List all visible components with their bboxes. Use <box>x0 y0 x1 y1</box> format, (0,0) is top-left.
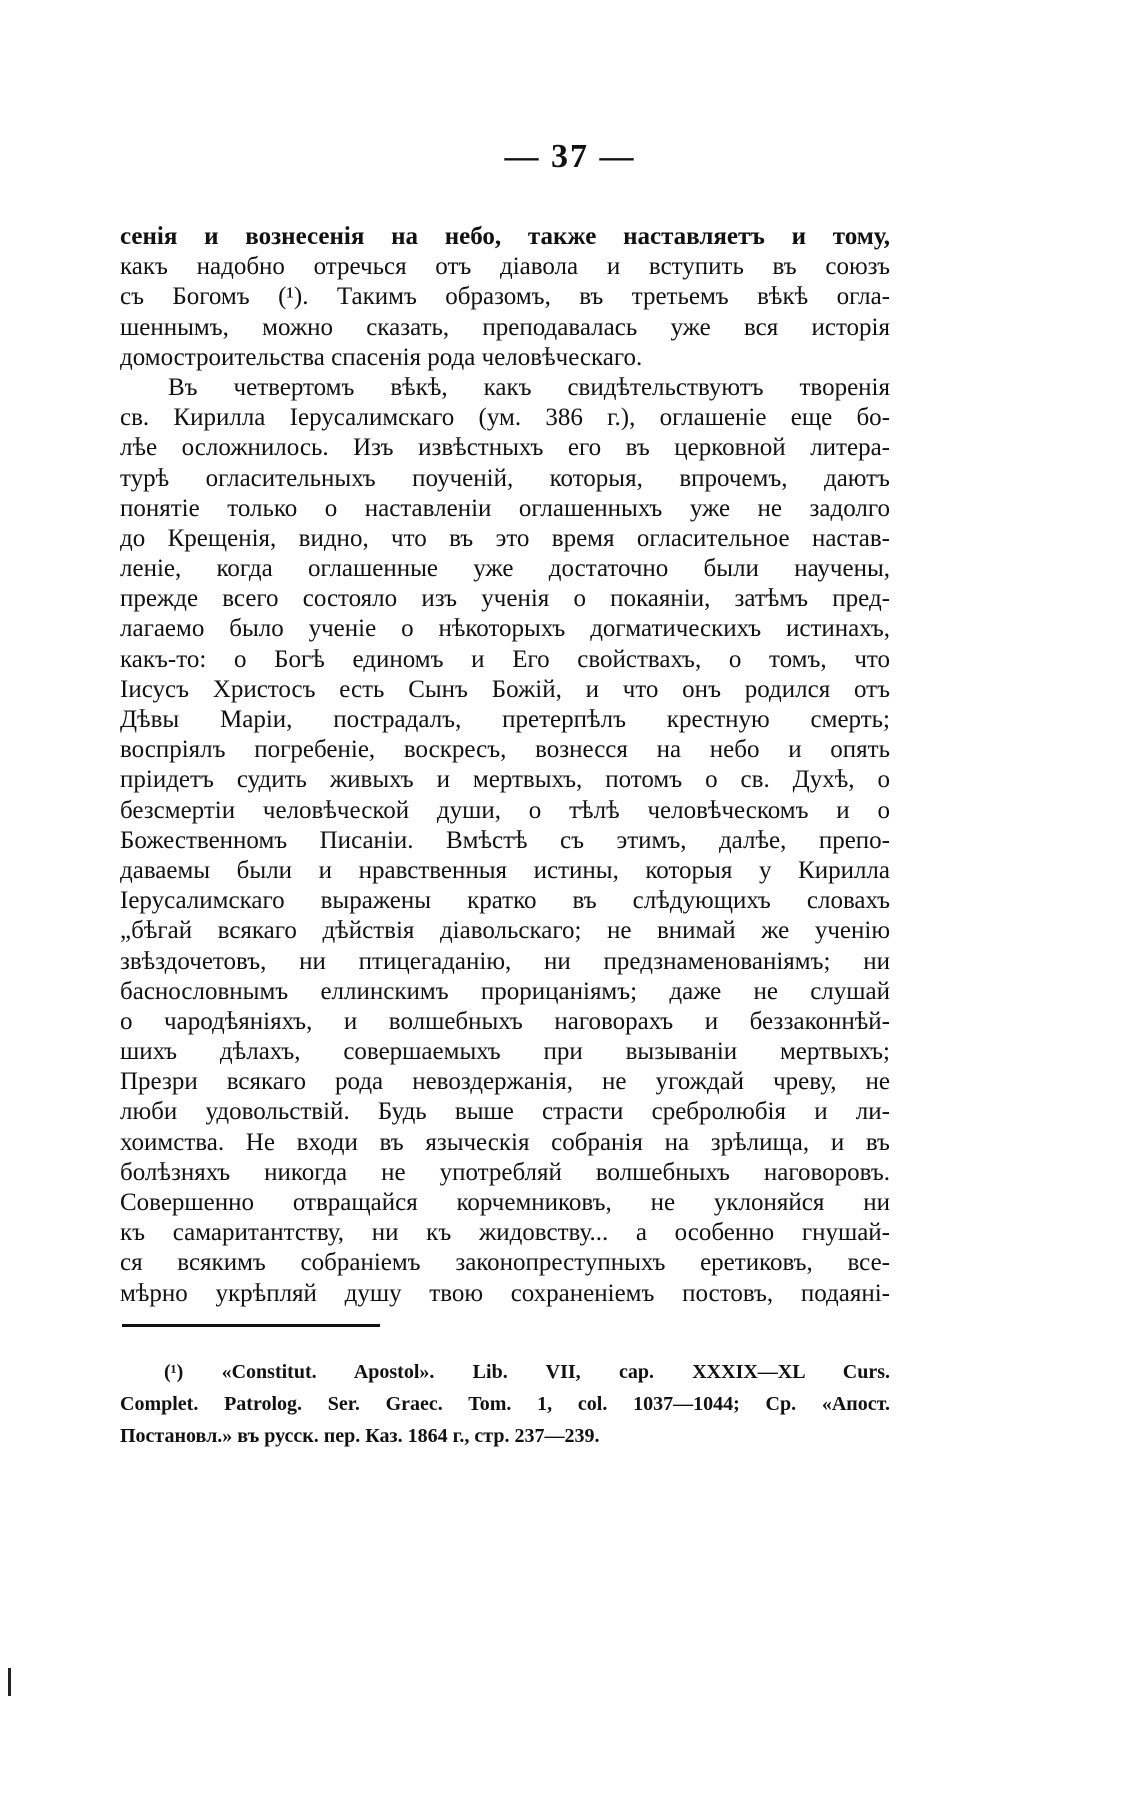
text-line: шихъ дѣлахъ, совершаемыхъ при вызываніи мертвыхъ; <box>120 1038 890 1066</box>
footnote-line: Complet. Patrolog. Ser. Graec. Tom. 1, col. 1037—1044; Ср. «Апост. <box>120 1393 890 1415</box>
text-line: прежде всего состояло изъ ученія о покаяніи, затѣмъ пред- <box>120 585 890 613</box>
text-line: св. Кирилла Іерусалимскаго (ум. 386 г.), оглашеніе еще бо- <box>120 404 890 432</box>
text-line: пріидетъ судить живыхъ и мертвыхъ, потомъ о св. Духѣ, о <box>120 766 890 794</box>
text-line: какъ-то: о Богѣ единомъ и Его свойствахъ, о томъ, что <box>120 645 890 673</box>
text-line: Въ четвертомъ вѣкѣ, какъ свидѣтельствуютъ творенія <box>168 373 890 401</box>
text-line: домостроительства спасенія рода человѣческаго. <box>120 343 643 371</box>
text-line: люби удовольствій. Будь выше страсти сребролюбія и ли- <box>120 1098 890 1126</box>
text-line: понятіе только о наставленіи оглашенныхъ уже не задолго <box>120 494 890 522</box>
footnote-rule <box>122 1324 380 1327</box>
text-line: даваемы были и нравственныя истины, которыя у Кирилла <box>120 856 890 884</box>
text-line: къ самаритантству, ни къ жидовству... а особенно гнушай- <box>120 1219 890 1247</box>
text-line: о чародѣяніяхъ, и волшебныхъ наговорахъ и беззаконнѣй- <box>120 1007 890 1035</box>
text-line: лагаемо было ученіе о нѣкоторыхъ догматическихъ истинахъ, <box>120 615 890 643</box>
text-line: ся всякимъ собраніемъ законопреступныхъ еретиковъ, все- <box>120 1249 890 1277</box>
text-line: Совершенно отвращайся корчемниковъ, не уклоняйся ни <box>120 1189 890 1216</box>
text-line: лѣе осложнилось. Изъ извѣстныхъ его въ церковной литера- <box>120 434 890 462</box>
text-line: леніе, когда оглашенные уже достаточно были научены, <box>120 555 890 583</box>
page-number: — 37 — <box>504 138 636 175</box>
body-text <box>120 222 890 1309</box>
text-line: болѣзняхъ никогда не употребляй волшебныхъ наговоровъ. <box>120 1158 890 1186</box>
text-line: мѣрно укрѣпляй душу твою сохраненіемъ постовъ, подаяні- <box>120 1279 890 1307</box>
text-line: воспріялъ погребеніе, воскресъ, вознесся на небо и опять <box>120 736 890 764</box>
text-line: какъ надобно отречься отъ діавола и вступить въ союзъ <box>120 253 890 281</box>
text-line: Іисусъ Христосъ есть Сынъ Божій, и что онъ родился отъ <box>120 675 890 703</box>
text-line: баснословнымъ еллинскимъ прорицаніямъ; даже не слушай <box>120 977 890 1005</box>
text-line: хоимства. Не входи въ языческія собранія на зрѣлища, и въ <box>120 1128 890 1156</box>
text-line: Божественномъ Писаніи. Вмѣстѣ съ этимъ, далѣе, препо- <box>120 826 890 854</box>
footnote-line: Постановл.» въ русск. пер. Каз. 1864 г., стр. 237—239. <box>120 1425 600 1447</box>
text-line: сенія и вознесенія на небо, также наставляетъ и тому, <box>120 223 890 250</box>
text-line: до Крещенія, видно, что въ это время огласительное настав- <box>120 524 890 552</box>
text-line: Презри всякаго рода невоздержанія, не угождай чреву, не <box>120 1068 890 1096</box>
scan-speck <box>8 1668 11 1696</box>
footnote-line: (¹) «Constitut. Apostol». Lib. VII, cap. XXXIX—XL Curs. <box>164 1361 890 1383</box>
text-line: Іерусалимскаго выражены кратко въ слѣдующихъ словахъ <box>120 887 890 915</box>
text-line: звѣздочетовъ, ни птицегаданію, ни предзнаменованіямъ; ни <box>120 947 890 975</box>
text-line: съ Богомъ (¹). Такимъ образомъ, въ третьемъ вѣкѣ огла- <box>120 283 890 311</box>
text-line: Дѣвы Маріи, пострадалъ, претерпѣлъ крестную смерть; <box>120 706 890 733</box>
text-line: „бѣгай всякаго дѣйствія діавольскаго; не внимай же ученію <box>120 917 890 945</box>
text-line: шеннымъ, можно сказать, преподавалась уже вся исторія <box>120 313 890 341</box>
footnote <box>120 1356 890 1452</box>
text-line: безсмертіи человѣческой души, о тѣлѣ человѣческомъ и о <box>120 796 890 824</box>
text-line: турѣ огласительныхъ поученій, которыя, впрочемъ, даютъ <box>120 464 890 492</box>
